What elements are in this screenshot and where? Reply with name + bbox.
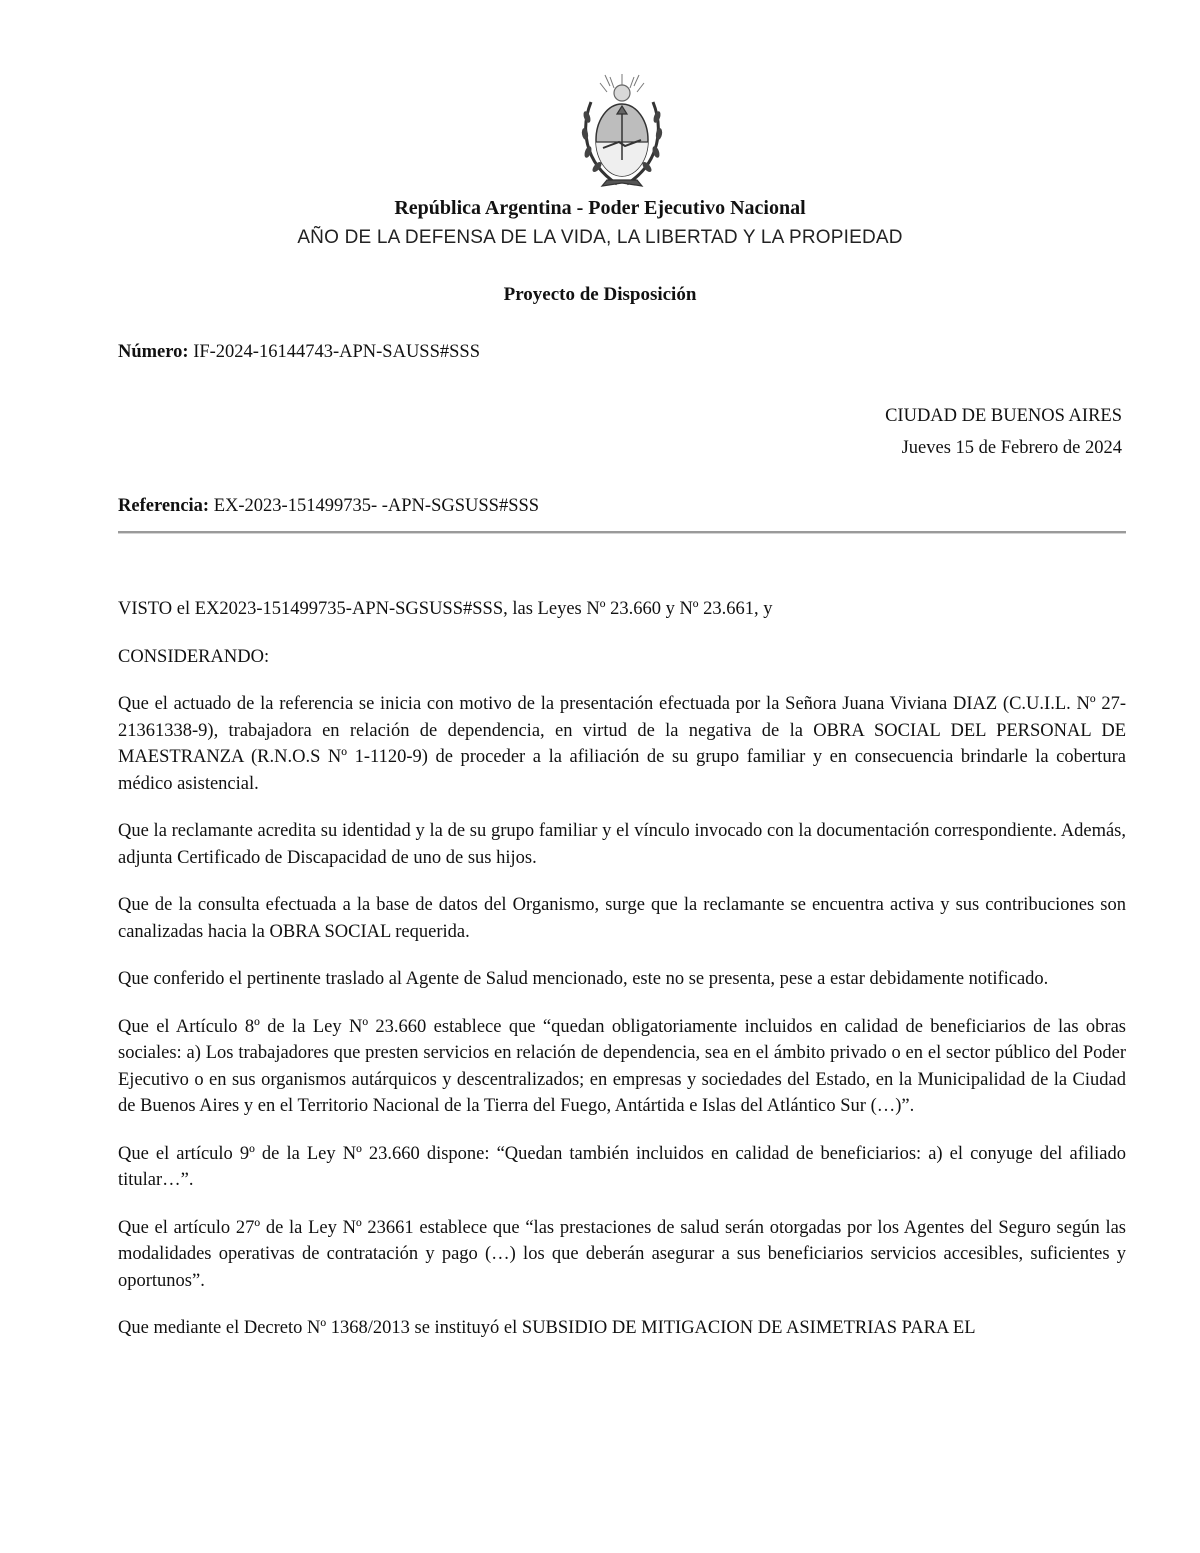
numero-field — [118, 340, 480, 364]
numero-value: IF-2024-16144743-APN-SAUSS#SSS — [193, 342, 480, 362]
place: CIUDAD DE BUENOS AIRES — [885, 406, 1122, 426]
body-paragraph: Que de la consulta efectuada a la base de datos del Organismo, surge que la reclamante se encuentra activa y sus contribuciones son canalizadas hacia la OBRA SOCIAL requerida. — [118, 895, 1126, 942]
considerando-heading: CONSIDERANDO: — [118, 646, 270, 667]
body-paragraph: Que el artículo 27º de la Ley Nº 23661 establece que “las prestaciones de salud serán otorgadas por los Agentes del Seguro según las modalidades operativas de contratación y pago (…) los que deberán asegurar a sus beneficiarios servicios accesibles, suficientes y oportunos”. — [118, 1217, 1126, 1291]
referencia-label: Referencia: — [118, 496, 210, 516]
year-motto: AÑO DE LA DEFENSA DE LA VIDA, LA LIBERTAD Y LA PROPIEDAD — [297, 227, 903, 248]
institution-title: República Argentina - Poder Ejecutivo Nacional — [394, 197, 806, 219]
header-divider — [118, 531, 1126, 534]
referencia-field — [118, 494, 539, 518]
body-paragraph: Que el Artículo 8º de la Ley Nº 23.660 establece que “quedan obligatoriamente incluidos en calidad de beneficiarios de las obras sociales: a) Los trabajadores que presten servicios en relación de dependencia, sea en el ámbito privado o en el sector público del Poder Ejecutivo o en sus organismos autárquicos y descentralizados; en empresas y sociedades del Estado, en la Municipalidad de la Ciudad de Buenos Aires y en el Territorio Nacional de la Tierra del Fuego, Antártida e Islas del Atlántico Sur (…)”. — [118, 1016, 1126, 1116]
document-type-title: Proyecto de Disposición — [503, 284, 697, 305]
body-paragraph: Que el actuado de la referencia se inicia con motivo de la presentación efectuada por la Señora Juana Viviana DIAZ (C.U.I.L. Nº 27-21361338-9), trabajadora en relación de dependencia, en virtud de la negativa de la OBRA SOCIAL DEL PERSONAL DE MAESTRANZA (R.N.O.S Nº 1-1120-9) de proceder a la afiliación de su grupo familiar y en consecuencia brindarle la cobertura médico asistencial. — [118, 694, 1126, 794]
body-paragraph: Que conferido el pertinente traslado al Agente de Salud mencionado, este no se presenta, pese a estar debidamente notificado. — [118, 969, 1049, 989]
body-paragraph: Que mediante el Decreto Nº 1368/2013 se instituyó el SUBSIDIO DE MITIGACION DE ASIMETRIAS PARA EL — [118, 1318, 976, 1338]
document-body — [118, 596, 1126, 1363]
body-paragraph: Que el artículo 9º de la Ley Nº 23.660 dispone: “Quedan también incluidos en calidad de beneficiarios: a) el conyuge del afiliado titular…”. — [118, 1143, 1126, 1190]
numero-label: Número: — [118, 342, 189, 362]
referencia-value: EX-2023-151499735- -APN-SGSUSS#SSS — [213, 496, 540, 516]
visto-paragraph: VISTO el EX2023-151499735-APN-SGSUSS#SSS, las Leyes Nº 23.660 y Nº 23.661, y — [118, 599, 773, 619]
body-paragraph: Que la reclamante acredita su identidad y la de su grupo familiar y el vínculo invocado con la documentación correspondiente. Además, adjunta Certificado de Discapacidad de uno de sus hijos. — [118, 821, 1126, 868]
coat-of-arms-emblem — [577, 72, 667, 192]
date: Jueves 15 de Febrero de 2024 — [901, 438, 1122, 458]
